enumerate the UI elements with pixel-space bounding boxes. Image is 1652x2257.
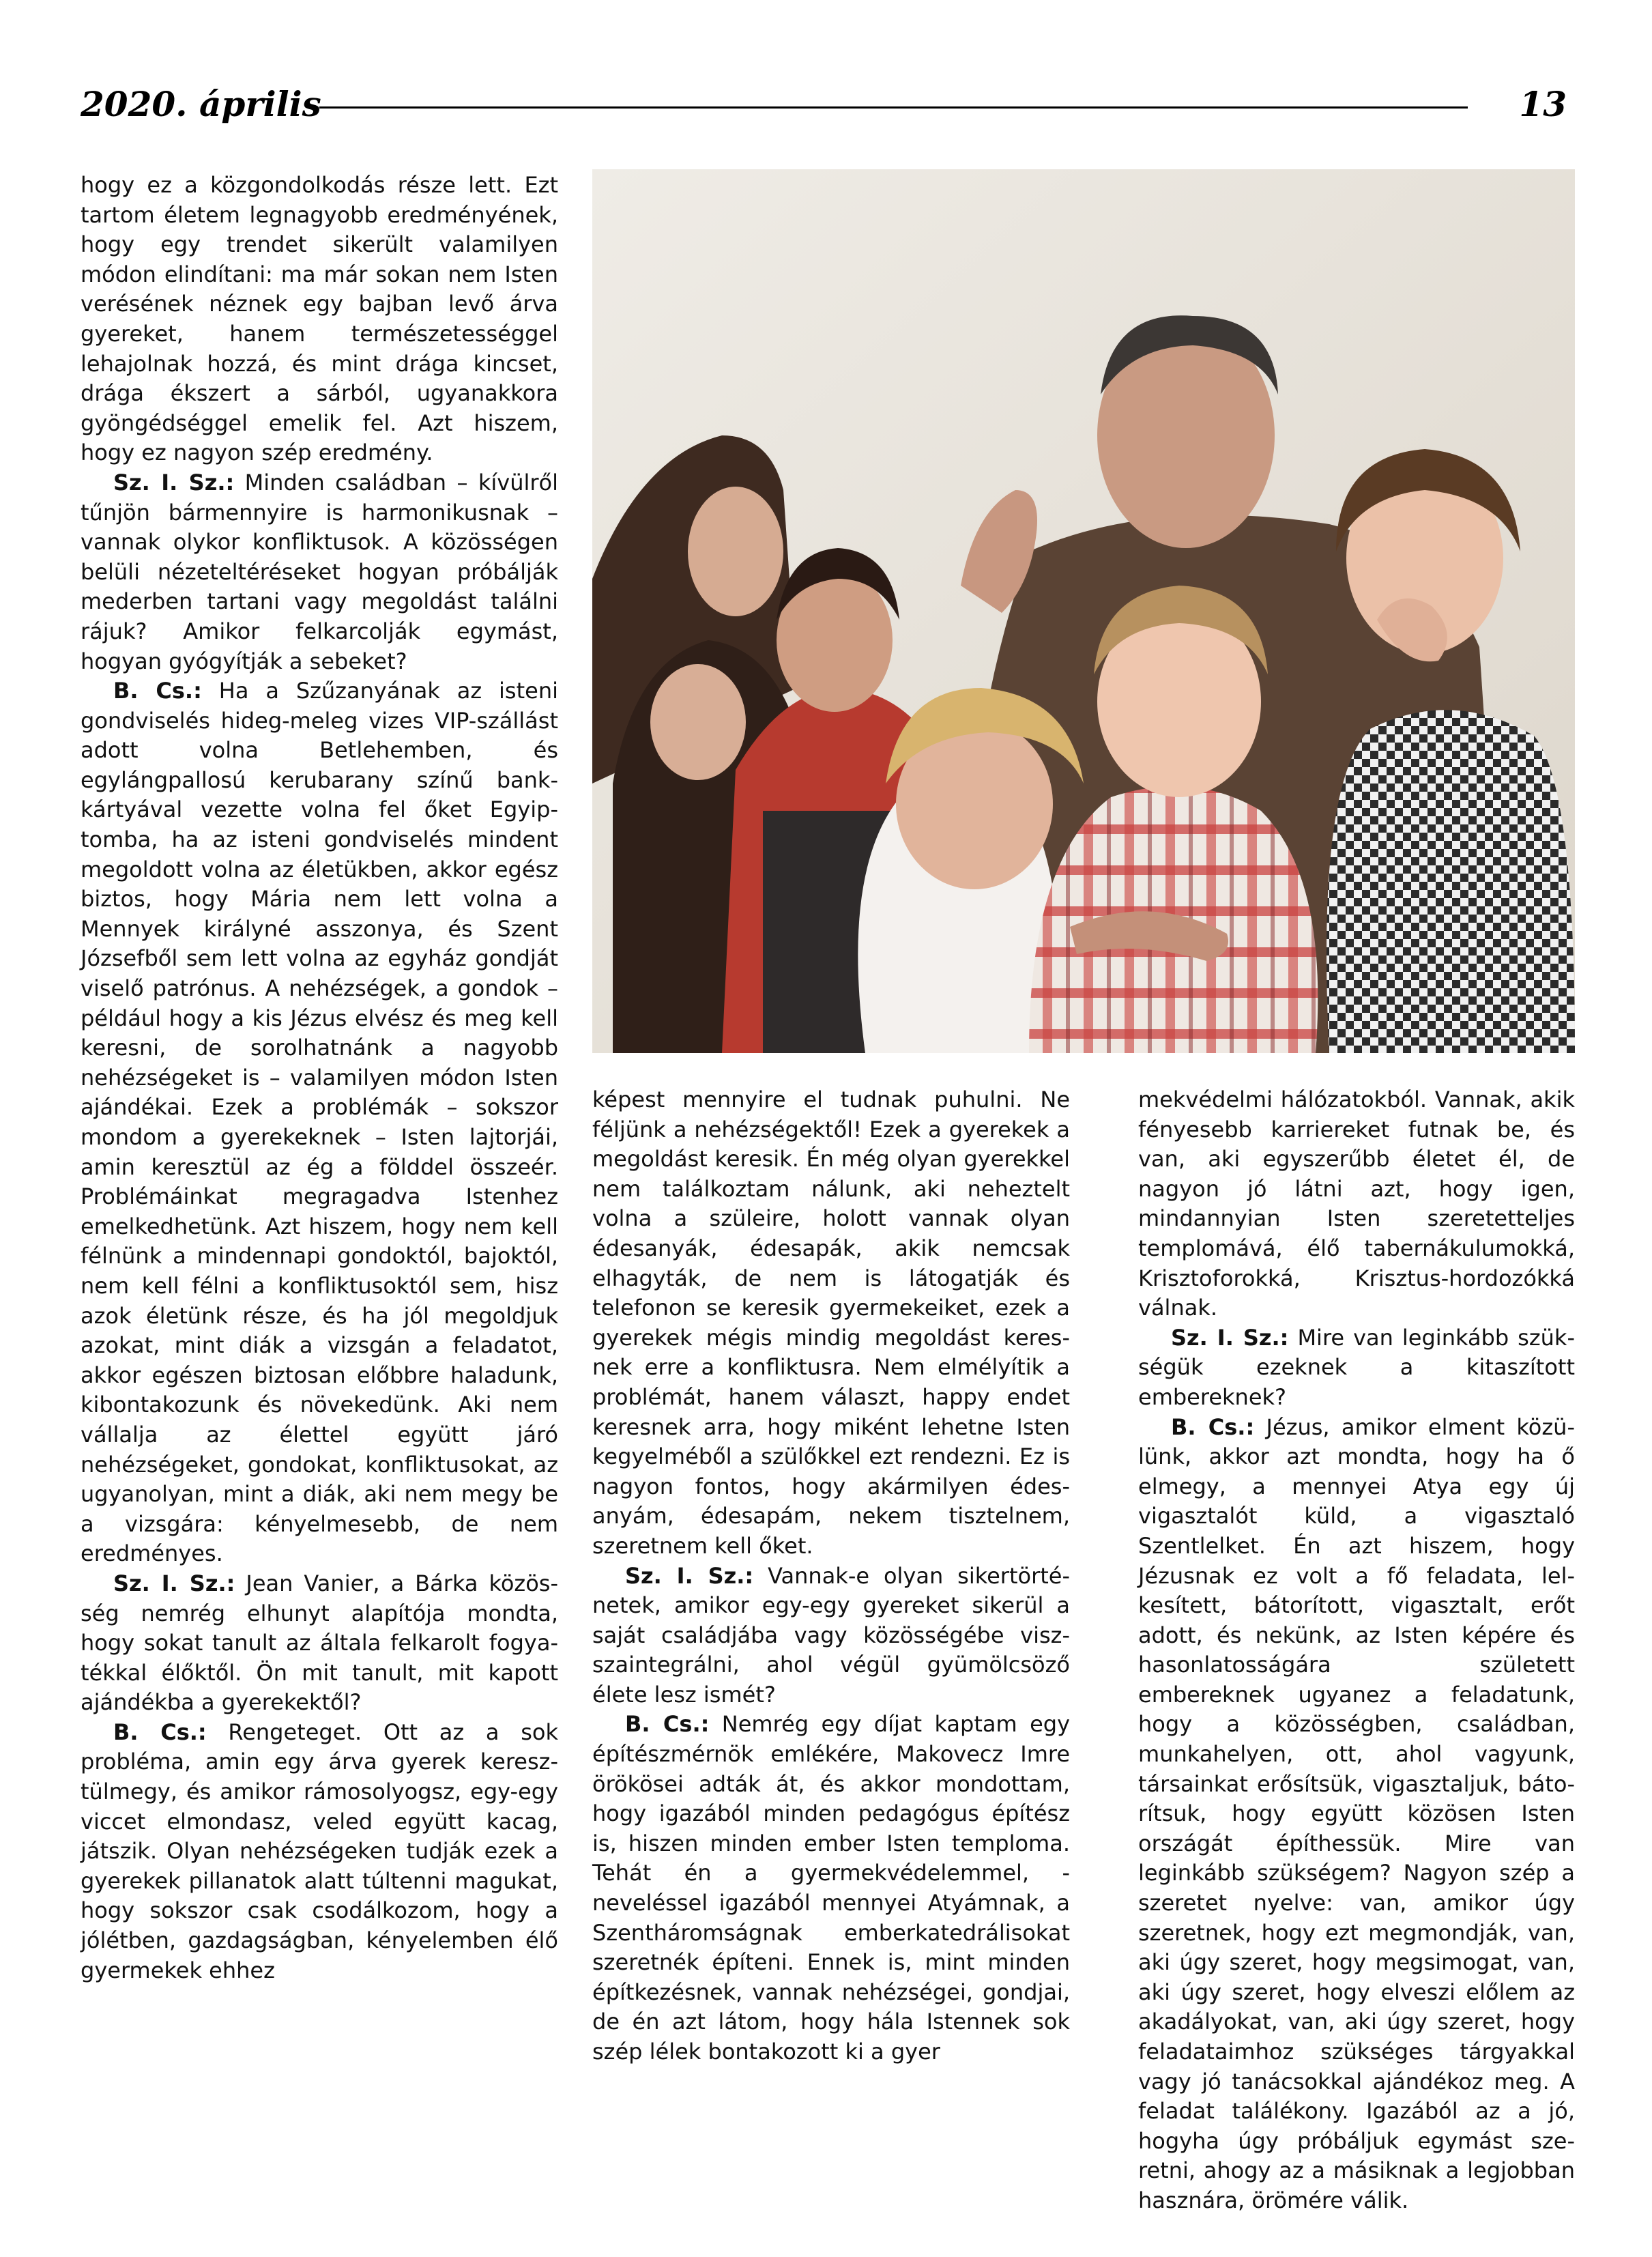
paragraph-text: Minden családban – kívülről tűnjön bármennyire is harmonikusnak – vannak olykor konfliktusok. A közösségen belüli nézeteltéréseket hogyan próbálják mederben tartani vagy megoldást találni rájuk? Amikor felkarcolják egymást, hogyan gyógyítják a sebeket? xyxy=(81,469,558,674)
paragraph-text: Jézus, amikor elment közülünk, akkor azt mondta, hogy ha ő elmegy, a mennyei Atya egy új vigasztalót küld, a vigasztaló Szentlelket. Én azt hiszem, hogy Jézusnak ez volt a fő feladata, lelkesített, bátorított, vigasztalt, erőt adott, és nekünk, az Isten képére és hasonlatosságára született embereknek ugyanez a feladatunk, hogy a közösségben, családban, munkahelyen, ott, ahol vagyunk, társainkat erősítsük, vigasztaljuk, bátorítsuk, hogy együtt közösen Isten országát építhessük. Mire van leginkább szükségem? Nagyon szép a szeretet nyelve: van, amikor úgy szeretnek, hogy ezt megmondják, van, aki úgy szeret, hogy megsimogat, van, aki úgy szeret, hogy elveszi előlem az akadályokat, van, aki úgy szeret, hogy feladataimhoz szükséges tárgyakkal vagy jó tanácsokkal ajándékoz meg. A feladat találékony. Igazából az a jó, hogyha úgy próbáljuk egymást szeretni, ahogy az a másiknak a legjobban hasznára, örömére válik. xyxy=(1138,1413,1576,2213)
speaker-label: B. Cs.: xyxy=(113,678,202,704)
speaker-label: B. Cs.: xyxy=(625,1711,710,1738)
paragraph-text: Mire van leginkább szükségük ezeknek a kitaszított embereknek? xyxy=(1138,1324,1576,1410)
header-rule xyxy=(319,106,1468,109)
text-column-2 xyxy=(592,1085,1070,2163)
paragraph-text: Ha a Szűzanyának az isteni gondviselés hideg-meleg vizes VIP-szállást adott volna Betlehemben, és egylángpallosú kerubarany színű bankkártyával vezette volna fel őket Egyiptomba, ha az isteni gondviselés mindent megoldott volna az életükben, akkor egész biztos, hogy Mária nem lett volna a Mennyek királyné asszonya, és Szent Józsefből sem lett volna az egyház gondját viselő patrónus. A nehézségek, a gondok – például hogy a kis Jézus elvész és meg kell keresni, de sorolhatnánk a nagyobb nehézségeket is – valamilyen módon Isten ajándékai. Ezek a problémák – sokszor mondom a gyerekeknek – Isten lajtorjái, amin keresztül az ég a földdel összeér. Problémáinkat megragadva Istenhez emelkedhetünk. Azt hiszem, hogy nem kell félnünk a mindennapi gondoktól, bajoktól, nem kell félni a konfliktusoktól sem, hisz azok életünk része, és ha jól megoldjuk azokat, mint diák a vizsgán a feladatot, akkor egészen biztosan előbbre haladunk, kibontakozunk és növekedünk. Aki nem vállalja az élettel együtt járó nehézségeket, gondokat, konfliktusokat, az ugyanolyan, mint a diák, aki nem megy be a vizsgára: kényelmesebb, de nem eredményes. xyxy=(81,678,559,1567)
paragraph-text: Nemrég egy díjat kaptam egy építészmérnök emlékére, Makovecz Imre örökösei adták át, és akkor mondottam, hogy igazából minden pedagógus építész is, hiszen minden ember Isten temploma. Tehát én a gyermekvédelemmel, -neveléssel igazából mennyei Atyámnak, a Szentháromságnak emberkatedrálisоkat szeretnék építeni. Ennek is, mint minden építkezésnek, vannak nehézségei, gondjai, de én azt látom, hogy hála Istennek sok szép lélek bontakozott ki a gyer xyxy=(592,1711,1071,2065)
text-column-3 xyxy=(1138,1085,1576,2213)
page-number: 13 xyxy=(1519,84,1567,124)
speaker-label: Sz. I. Sz.: xyxy=(113,1570,235,1596)
paragraph xyxy=(81,676,558,1569)
paragraph xyxy=(592,1562,1070,1710)
speaker-label: B. Cs.: xyxy=(1171,1413,1255,1440)
paragraph xyxy=(1138,1085,1575,1323)
paragraph-text: Jean Vanier, a Bárka közösség nemrég elhunyt alapítója mondta, hogy sokat tanult az általa felkarolt fogyatékkal élőktől. Ön mit tanult, mit kapott ajándékba a gyerekektől? xyxy=(81,1570,559,1716)
speaker-label: Sz. I. Sz.: xyxy=(625,1562,754,1589)
paragraph xyxy=(592,1710,1070,2067)
paragraph xyxy=(81,171,558,468)
paragraph xyxy=(81,1569,558,1718)
photo-of-priest-with-children-icon xyxy=(592,169,1575,1053)
speaker-label: B. Cs.: xyxy=(113,1719,207,1745)
page-header xyxy=(81,81,1567,135)
paragraph-text: mekvédelmi hálózatokból. Vannak, akik fényesebb karriereket futnak be, és van, aki egyszerűbb életet él, de nagyon jó látni azt, hogy igen, mindannyian Isten szeretetteljes templomává, élő tabernákulumokká, Krisztoforokká, Krisztus-hordozókká válnak. xyxy=(1138,1087,1575,1321)
speaker-label: Sz. I. Sz.: xyxy=(113,469,235,495)
paragraph xyxy=(592,1085,1070,1562)
issue-date: 2020. április xyxy=(81,84,321,124)
paragraph xyxy=(1138,1323,1575,1413)
paragraph-text: képest mennyire el tudnak puhulni. Ne féljünk a nehézségektől! Ezek a gyerekek a megoldást keresik. Én még olyan gyerekkel nem találkoztam nálunk, aki neheztelt volna a szüleire, holott vannak olyan édesanyák, édesapák, akik nemcsak elhagyták, de nem is látogatják és telefonon se keresik gyermekeiket, ezek a gyerekek mégis mindig megoldást keresnek erre a konfliktusra. Nem elmélyítik a problémát, hanem választ, happy endet keresnek arra, hogy miként lehetne Isten kegyelméből a szülőkkel ezt rendezni. Ez is nagyon fontos, hogy akármilyen édesanyám, édesapám, nekem tisztelnem, szeretnem kell őket. xyxy=(592,1087,1070,1559)
paragraph xyxy=(81,468,558,676)
paragraph-text: Vannak-e olyan sikertörténetek, amikor egy-egy gyereket sikerül a saját családjába vagy közösségébe viszszaintegrálni, ahol végül gyümölcsöző élete lesz ismét? xyxy=(592,1562,1071,1708)
paragraph-text: hogy ez a közgondolkodás része lett. Ezt tartom életem legnagyobb eredményének, hogy egy trendet sikerült valamilyen módon elindítani: ma már sokan nem Isten verésének néznek egy bajban levő árva gyereket, hanem természetességgel lehajolnak hozzá, és mint drága kincset, drága ékszert a sárból, ugyanakkora gyöngédséggel emelik fel. Azt hiszem, hogy ez nagyon szép eredmény. xyxy=(81,172,558,466)
speaker-label: Sz. I. Sz.: xyxy=(1171,1324,1289,1351)
paragraph-text: Rengeteget. Ott az a sok probléma, amin egy árva gyerek keresztülmegy, és amikor rámosolyogsz, egy-egy viccet elmondasz, veled együtt kacag, játszik. Olyan nehézségeken tudják ezek a gyerekek pillanatok alatt túltenni magukat, hogy sokszor csak csodálkozom, hogy a jólétben, gazdagságban, kényelemben élő gyermekek ehhez xyxy=(81,1719,559,1983)
paragraph xyxy=(81,1718,558,1985)
text-column-1 xyxy=(81,171,558,2163)
paragraph xyxy=(1138,1413,1575,2216)
